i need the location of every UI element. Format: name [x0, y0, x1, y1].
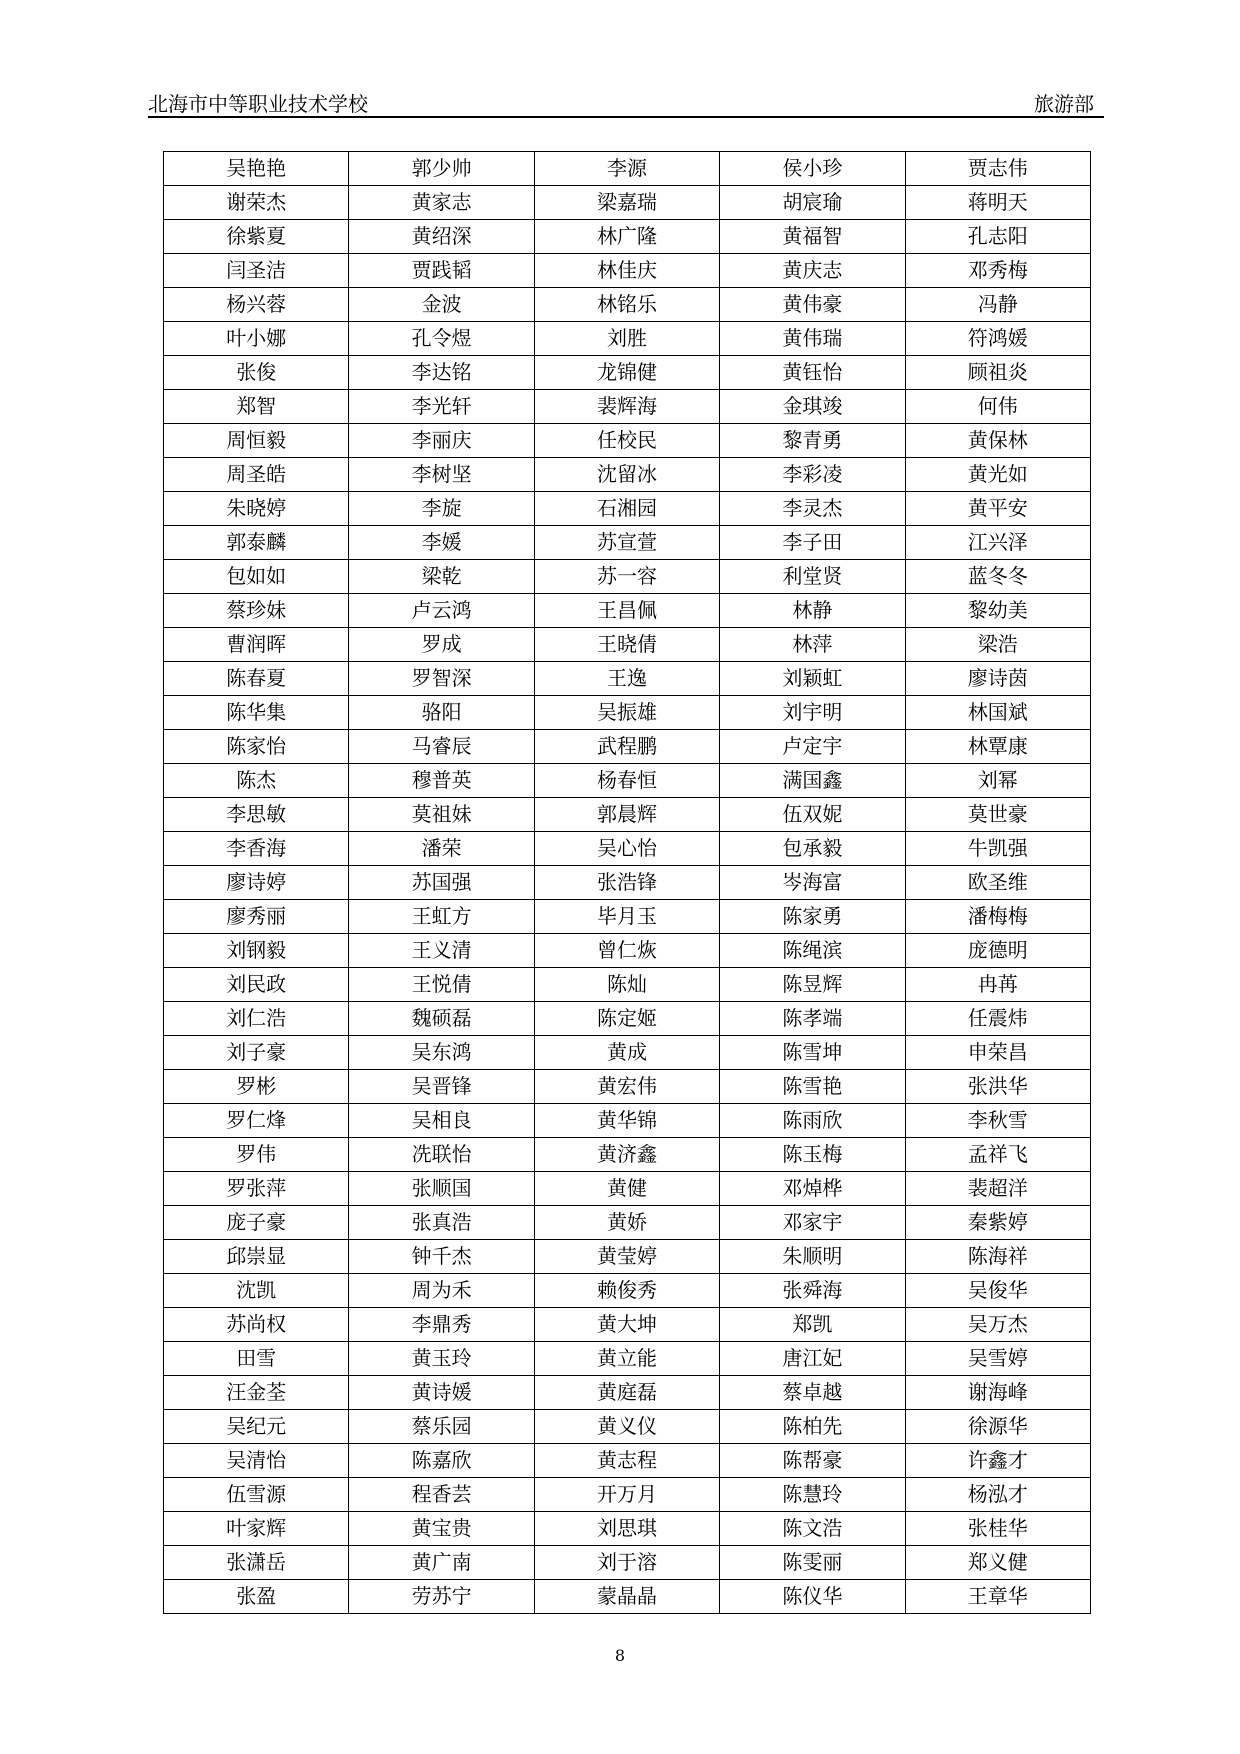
name-cell: 申荣昌	[905, 1036, 1090, 1070]
name-cell: 罗彬	[164, 1070, 349, 1104]
name-cell: 包如如	[164, 560, 349, 594]
name-cell: 裴辉海	[534, 390, 719, 424]
name-cell: 李丽庆	[349, 424, 534, 458]
name-cell: 沈凯	[164, 1274, 349, 1308]
table-row	[164, 1410, 1091, 1444]
name-cell: 邓家宇	[720, 1206, 905, 1240]
name-cell: 罗仁烽	[164, 1104, 349, 1138]
name-cell: 黄成	[534, 1036, 719, 1070]
name-cell: 吴俊华	[905, 1274, 1090, 1308]
name-cell: 裴超洋	[905, 1172, 1090, 1206]
name-cell: 张俊	[164, 356, 349, 390]
name-cell: 刘子豪	[164, 1036, 349, 1070]
table-row	[164, 696, 1091, 730]
name-cell: 罗成	[349, 628, 534, 662]
name-cell: 冼联怡	[349, 1138, 534, 1172]
name-cell: 邱崇显	[164, 1240, 349, 1274]
name-cell: 开万月	[534, 1478, 719, 1512]
name-cell: 陈华集	[164, 696, 349, 730]
name-cell: 郭泰麟	[164, 526, 349, 560]
name-cell: 苏一容	[534, 560, 719, 594]
name-cell: 黎幼美	[905, 594, 1090, 628]
table-row	[164, 662, 1091, 696]
name-cell: 邓焯桦	[720, 1172, 905, 1206]
name-cell: 徐紫夏	[164, 220, 349, 254]
name-cell: 吴心怡	[534, 832, 719, 866]
name-cell: 符鸿媛	[905, 322, 1090, 356]
name-cell: 周恒毅	[164, 424, 349, 458]
name-cell: 劳苏宁	[349, 1580, 534, 1614]
name-cell: 张浩锋	[534, 866, 719, 900]
name-cell: 郑智	[164, 390, 349, 424]
name-cell: 陈灿	[534, 968, 719, 1002]
name-cell: 林广隆	[534, 220, 719, 254]
name-cell: 胡宸瑜	[720, 186, 905, 220]
name-cell: 李旋	[349, 492, 534, 526]
name-cell: 黄庭磊	[534, 1376, 719, 1410]
name-cell: 吴相良	[349, 1104, 534, 1138]
page-number: 8	[614, 1646, 626, 1665]
name-cell: 黄保林	[905, 424, 1090, 458]
name-cell: 刘仁浩	[164, 1002, 349, 1036]
name-cell: 黄诗媛	[349, 1376, 534, 1410]
table-row	[164, 1138, 1091, 1172]
name-cell: 牛凯强	[905, 832, 1090, 866]
name-cell: 侯小珍	[720, 152, 905, 186]
name-cell: 梁浩	[905, 628, 1090, 662]
table-row	[164, 866, 1091, 900]
name-cell: 林覃康	[905, 730, 1090, 764]
name-cell: 满国鑫	[720, 764, 905, 798]
name-cell: 张舜海	[720, 1274, 905, 1308]
table-row	[164, 1172, 1091, 1206]
name-cell: 金波	[349, 288, 534, 322]
name-cell: 陈定姬	[534, 1002, 719, 1036]
name-cell: 龙锦健	[534, 356, 719, 390]
name-cell: 郭晨辉	[534, 798, 719, 832]
name-cell: 廖诗茵	[905, 662, 1090, 696]
name-cell: 卢定宇	[720, 730, 905, 764]
name-cell: 黎青勇	[720, 424, 905, 458]
name-cell: 张潇岳	[164, 1546, 349, 1580]
name-cell: 张真浩	[349, 1206, 534, 1240]
name-cell: 马睿辰	[349, 730, 534, 764]
name-cell: 蒙晶晶	[534, 1580, 719, 1614]
name-cell: 陈雯丽	[720, 1546, 905, 1580]
name-cell: 林国斌	[905, 696, 1090, 730]
name-cell: 卢云鸿	[349, 594, 534, 628]
table-row	[164, 1036, 1091, 1070]
name-cell: 黄伟豪	[720, 288, 905, 322]
name-cell: 李秋雪	[905, 1104, 1090, 1138]
name-cell: 刘幂	[905, 764, 1090, 798]
name-cell: 谢海峰	[905, 1376, 1090, 1410]
name-cell: 邓秀梅	[905, 254, 1090, 288]
table-row	[164, 1376, 1091, 1410]
table-row	[164, 1444, 1091, 1478]
name-cell: 吴东鸿	[349, 1036, 534, 1070]
name-cell: 林萍	[720, 628, 905, 662]
name-cell: 吴振雄	[534, 696, 719, 730]
name-cell: 闫圣洁	[164, 254, 349, 288]
table-row	[164, 220, 1091, 254]
name-cell: 黄宏伟	[534, 1070, 719, 1104]
name-cell: 黄健	[534, 1172, 719, 1206]
name-cell: 刘胜	[534, 322, 719, 356]
table-row	[164, 1104, 1091, 1138]
table-row	[164, 560, 1091, 594]
name-cell: 罗智深	[349, 662, 534, 696]
table-row	[164, 390, 1091, 424]
name-cell: 朱顺明	[720, 1240, 905, 1274]
name-cell: 庞德明	[905, 934, 1090, 968]
name-cell: 张顺国	[349, 1172, 534, 1206]
page-header	[148, 86, 1104, 118]
name-cell: 黄志程	[534, 1444, 719, 1478]
table-row	[164, 1274, 1091, 1308]
name-cell: 吴艳艳	[164, 152, 349, 186]
table-row	[164, 322, 1091, 356]
table-row	[164, 492, 1091, 526]
name-cell: 毕月玉	[534, 900, 719, 934]
table-row	[164, 356, 1091, 390]
name-cell: 李鼎秀	[349, 1308, 534, 1342]
name-cell: 张洪华	[905, 1070, 1090, 1104]
name-cell: 黄玉玲	[349, 1342, 534, 1376]
name-cell: 林佳庆	[534, 254, 719, 288]
school-name: 北海市中等职业技术学校	[148, 92, 368, 116]
name-cell: 林铭乐	[534, 288, 719, 322]
name-cell: 郭少帅	[349, 152, 534, 186]
name-cell: 郑义健	[905, 1546, 1090, 1580]
name-cell: 潘荣	[349, 832, 534, 866]
name-cell: 魏硕磊	[349, 1002, 534, 1036]
name-cell: 沈留冰	[534, 458, 719, 492]
name-cell: 李香海	[164, 832, 349, 866]
name-cell: 李彩凌	[720, 458, 905, 492]
table-row	[164, 1240, 1091, 1274]
name-cell: 王虹方	[349, 900, 534, 934]
name-cell: 苏宣萱	[534, 526, 719, 560]
name-cell: 黄华锦	[534, 1104, 719, 1138]
name-cell: 任校民	[534, 424, 719, 458]
name-cell: 王义清	[349, 934, 534, 968]
name-cell: 徐源华	[905, 1410, 1090, 1444]
name-cell: 任震炜	[905, 1002, 1090, 1036]
name-cell: 黄莹婷	[534, 1240, 719, 1274]
name-cell: 李灵杰	[720, 492, 905, 526]
name-cell: 冉苒	[905, 968, 1090, 1002]
table-row	[164, 1070, 1091, 1104]
name-cell: 黄娇	[534, 1206, 719, 1240]
name-cell: 陈嘉欣	[349, 1444, 534, 1478]
name-cell: 岑海富	[720, 866, 905, 900]
name-cell: 潘梅梅	[905, 900, 1090, 934]
name-cell: 汪金荃	[164, 1376, 349, 1410]
name-cell: 陈杰	[164, 764, 349, 798]
name-cell: 穆普英	[349, 764, 534, 798]
name-cell: 梁嘉瑞	[534, 186, 719, 220]
name-cell: 廖秀丽	[164, 900, 349, 934]
table-row	[164, 152, 1091, 186]
name-cell: 周为禾	[349, 1274, 534, 1308]
name-cell: 蔡卓越	[720, 1376, 905, 1410]
name-cell: 吴清怡	[164, 1444, 349, 1478]
name-cell: 王章华	[905, 1580, 1090, 1614]
name-cell: 蔡乐园	[349, 1410, 534, 1444]
name-cell: 黄义仪	[534, 1410, 719, 1444]
name-cell: 郑凯	[720, 1308, 905, 1342]
name-cell: 莫祖妹	[349, 798, 534, 832]
department-name: 旅游部	[1034, 92, 1094, 116]
name-cell: 王昌佩	[534, 594, 719, 628]
name-cell: 杨兴蓉	[164, 288, 349, 322]
name-cell: 周圣皓	[164, 458, 349, 492]
name-cell: 张桂华	[905, 1512, 1090, 1546]
name-cell: 苏尚权	[164, 1308, 349, 1342]
name-cell: 李子田	[720, 526, 905, 560]
name-cell: 王逸	[534, 662, 719, 696]
name-cell: 叶小娜	[164, 322, 349, 356]
name-cell: 刘思琪	[534, 1512, 719, 1546]
name-cell: 伍双妮	[720, 798, 905, 832]
name-cell: 黄伟瑞	[720, 322, 905, 356]
name-cell: 孔志阳	[905, 220, 1090, 254]
name-cell: 曹润晖	[164, 628, 349, 662]
name-cell: 李源	[534, 152, 719, 186]
name-cell: 杨春恒	[534, 764, 719, 798]
name-cell: 陈慧玲	[720, 1478, 905, 1512]
name-cell: 黄钰怡	[720, 356, 905, 390]
name-cell: 张盈	[164, 1580, 349, 1614]
name-cell: 程香芸	[349, 1478, 534, 1512]
name-cell: 谢荣杰	[164, 186, 349, 220]
table-row	[164, 628, 1091, 662]
table-row	[164, 1206, 1091, 1240]
name-cell: 李思敏	[164, 798, 349, 832]
name-cell: 赖俊秀	[534, 1274, 719, 1308]
table-row	[164, 1580, 1091, 1614]
name-cell: 黄宝贵	[349, 1512, 534, 1546]
name-cell: 王晓倩	[534, 628, 719, 662]
name-cell: 贾志伟	[905, 152, 1090, 186]
name-cell: 黄庆志	[720, 254, 905, 288]
table-row	[164, 900, 1091, 934]
name-cell: 黄绍深	[349, 220, 534, 254]
name-table	[163, 151, 1091, 1614]
name-cell: 刘于溶	[534, 1546, 719, 1580]
name-cell: 莫世豪	[905, 798, 1090, 832]
name-cell: 刘民政	[164, 968, 349, 1002]
table-row	[164, 798, 1091, 832]
table-row	[164, 1308, 1091, 1342]
name-cell: 陈雨欣	[720, 1104, 905, 1138]
name-cell: 吴万杰	[905, 1308, 1090, 1342]
name-cell: 蓝冬冬	[905, 560, 1090, 594]
name-cell: 陈帮豪	[720, 1444, 905, 1478]
name-cell: 钟千杰	[349, 1240, 534, 1274]
name-cell: 陈柏先	[720, 1410, 905, 1444]
name-cell: 陈仪华	[720, 1580, 905, 1614]
table-row	[164, 764, 1091, 798]
name-cell: 吴雪婷	[905, 1342, 1090, 1376]
name-cell: 李树坚	[349, 458, 534, 492]
name-cell: 伍雪源	[164, 1478, 349, 1512]
name-cell: 罗张萍	[164, 1172, 349, 1206]
name-cell: 李达铭	[349, 356, 534, 390]
name-cell: 包承毅	[720, 832, 905, 866]
name-cell: 杨泓才	[905, 1478, 1090, 1512]
name-cell: 王悦倩	[349, 968, 534, 1002]
name-cell: 田雪	[164, 1342, 349, 1376]
name-cell: 陈昱辉	[720, 968, 905, 1002]
name-cell: 陈家勇	[720, 900, 905, 934]
name-cell: 梁乾	[349, 560, 534, 594]
name-cell: 冯静	[905, 288, 1090, 322]
table-row	[164, 526, 1091, 560]
name-cell: 黄大坤	[534, 1308, 719, 1342]
table-row	[164, 1512, 1091, 1546]
name-cell: 陈玉梅	[720, 1138, 905, 1172]
name-cell: 黄平安	[905, 492, 1090, 526]
table-row	[164, 1342, 1091, 1376]
table-row	[164, 594, 1091, 628]
name-cell: 朱晓婷	[164, 492, 349, 526]
name-cell: 陈雪艳	[720, 1070, 905, 1104]
name-cell: 庞子豪	[164, 1206, 349, 1240]
name-cell: 武程鹏	[534, 730, 719, 764]
name-cell: 黄光如	[905, 458, 1090, 492]
name-cell: 苏国强	[349, 866, 534, 900]
name-cell: 吴晋锋	[349, 1070, 534, 1104]
name-cell: 骆阳	[349, 696, 534, 730]
name-cell: 孟祥飞	[905, 1138, 1090, 1172]
name-cell: 陈绳滨	[720, 934, 905, 968]
name-cell: 黄济鑫	[534, 1138, 719, 1172]
table-row	[164, 832, 1091, 866]
name-cell: 秦紫婷	[905, 1206, 1090, 1240]
name-cell: 蒋明天	[905, 186, 1090, 220]
table-row	[164, 254, 1091, 288]
name-cell: 陈家怡	[164, 730, 349, 764]
name-cell: 利堂贤	[720, 560, 905, 594]
table-row	[164, 458, 1091, 492]
name-cell: 黄广南	[349, 1546, 534, 1580]
table-row	[164, 968, 1091, 1002]
table-row	[164, 730, 1091, 764]
name-cell: 顾祖炎	[905, 356, 1090, 390]
name-cell: 陈文浩	[720, 1512, 905, 1546]
name-cell: 陈孝端	[720, 1002, 905, 1036]
name-cell: 孔令煜	[349, 322, 534, 356]
table-row	[164, 1546, 1091, 1580]
name-cell: 李媛	[349, 526, 534, 560]
name-cell: 李光轩	[349, 390, 534, 424]
table-row	[164, 186, 1091, 220]
name-cell: 贾践韬	[349, 254, 534, 288]
name-cell: 曾仁烣	[534, 934, 719, 968]
table-row	[164, 1002, 1091, 1036]
name-cell: 欧圣维	[905, 866, 1090, 900]
name-cell: 刘颖虹	[720, 662, 905, 696]
name-cell: 黄家志	[349, 186, 534, 220]
name-table-body	[164, 152, 1091, 1614]
name-cell: 刘钢毅	[164, 934, 349, 968]
table-row	[164, 1478, 1091, 1512]
name-cell: 陈春夏	[164, 662, 349, 696]
name-cell: 陈雪坤	[720, 1036, 905, 1070]
name-cell: 黄立能	[534, 1342, 719, 1376]
name-cell: 石湘园	[534, 492, 719, 526]
name-cell: 金琪竣	[720, 390, 905, 424]
name-cell: 刘宇明	[720, 696, 905, 730]
name-cell: 黄福智	[720, 220, 905, 254]
name-cell: 叶家辉	[164, 1512, 349, 1546]
name-cell: 廖诗婷	[164, 866, 349, 900]
table-row	[164, 424, 1091, 458]
name-cell: 唐江妃	[720, 1342, 905, 1376]
name-cell: 何伟	[905, 390, 1090, 424]
name-cell: 罗伟	[164, 1138, 349, 1172]
name-cell: 吴纪元	[164, 1410, 349, 1444]
table-row	[164, 288, 1091, 322]
table-row	[164, 934, 1091, 968]
name-cell: 江兴泽	[905, 526, 1090, 560]
name-cell: 林静	[720, 594, 905, 628]
name-cell: 许鑫才	[905, 1444, 1090, 1478]
name-cell: 陈海祥	[905, 1240, 1090, 1274]
name-cell: 蔡珍妹	[164, 594, 349, 628]
